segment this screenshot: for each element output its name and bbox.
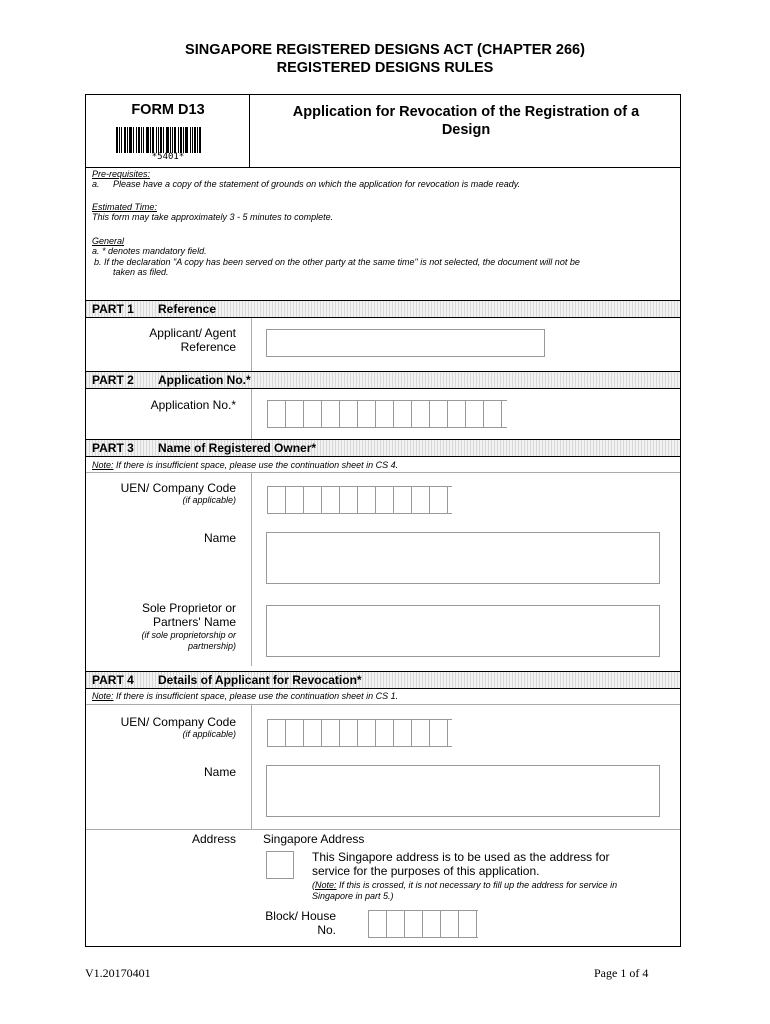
applicant-uen-label: UEN/ Company Code [120,715,236,729]
address-label: Address [191,832,236,846]
applicant-name-input[interactable] [266,765,660,817]
service-address-text: This Singapore address is to be used as the address for service for the purposes of this application. [312,850,610,878]
prereq-a-marker: a. [92,179,100,189]
general-b-line-2: taken as filed. [113,267,169,277]
part-2-number: PART 2 [92,373,134,387]
part-1-divider [251,318,252,371]
part-4-title: Details of Applicant for Revocation* [158,673,362,687]
part-3-note-divider [86,472,680,473]
block-house-cells[interactable] [368,910,478,938]
title-divider [86,167,680,168]
part-4-note-divider [86,704,680,705]
page-number: Page 1 of 4 [594,966,649,980]
part-4-number: PART 4 [92,673,134,687]
form-title [251,95,681,167]
owner-uen-label: UEN/ Company Code [120,481,236,495]
time-heading: Estimated Time: [92,202,157,212]
part-2-title: Application No.* [158,373,251,387]
application-no-cells[interactable] [267,400,507,428]
general-heading: General [92,236,125,246]
applicant-reference-input[interactable] [266,329,545,357]
applicant-name-label: Name [203,765,236,779]
part-3-divider [251,473,252,666]
owner-name-label: Name [203,531,236,545]
part-4-bar [86,671,680,689]
part-1-number: PART 1 [92,302,134,316]
part-4-note: Note: If there is insufficient space, please use the continuation sheet in CS 1. [92,691,399,701]
sole-proprietor-input[interactable] [266,605,660,657]
part-1-title: Reference [158,302,217,316]
barcode-text: *5401* [151,152,185,162]
applicant-uen-sub: (if applicable) [182,729,236,739]
form-title-line-2: Design [441,122,491,138]
header-line-1: SINGAPORE REGISTERED DESIGNS ACT (CHAPTER 266) [185,42,585,58]
part-3-note: Note: If there is insufficient space, please use the continuation sheet in CS 4. [92,460,399,470]
block-house-label: Block/ House No. [265,909,336,937]
form-number: FORM D13 [131,102,205,118]
form-title-line-1: Application for Revocation of the Registration of a [292,104,640,120]
owner-uen-sub: (if applicable) [182,495,236,505]
part-4-divider [251,705,252,829]
general-b-line-1: b. If the declaration "A copy has been served on the other party at the same time" is not selected, the document will not be [94,257,580,267]
form-d13 [85,94,681,947]
service-address-checkbox[interactable] [266,851,294,879]
owner-name-input[interactable] [266,532,660,584]
part-3-bar [86,439,680,457]
application-no-label: Application No.* [150,398,236,412]
prereq-heading: Pre-requisites: [92,169,151,179]
general-a: a. * denotes mandatory field. [92,246,207,256]
part-2-bar [86,371,680,389]
barcode [116,127,220,153]
version-label: V1.20170401 [85,966,151,980]
applicant-reference-label: Applicant/ Agent Reference [149,326,236,354]
sole-proprietor-label: Sole Proprietor or Partners' Name [141,601,236,629]
header-line-2: REGISTERED DESIGNS RULES [276,60,494,76]
prereq-a-text: Please have a copy of the statement of grounds on which the application for revocation is made ready. [113,179,521,189]
singapore-address-heading: Singapore Address [263,832,365,846]
part-3-number: PART 3 [92,441,134,455]
part-3-title: Name of Registered Owner* [158,441,317,455]
time-text: This form may take approximately 3 - 5 minutes to complete. [92,212,334,222]
part-1-bar [86,300,680,318]
applicant-uen-cells[interactable] [267,719,452,747]
address-divider-top [86,829,680,830]
service-address-note: (Note: If this is crossed, it is not necessary to fill up the address for service in Singapore in part 5.) [312,880,618,901]
form-number-cell [86,95,250,167]
owner-uen-cells[interactable] [267,486,452,514]
sole-proprietor-sub: (if sole proprietorship or partnership) [141,630,236,651]
part-2-divider [251,389,252,439]
